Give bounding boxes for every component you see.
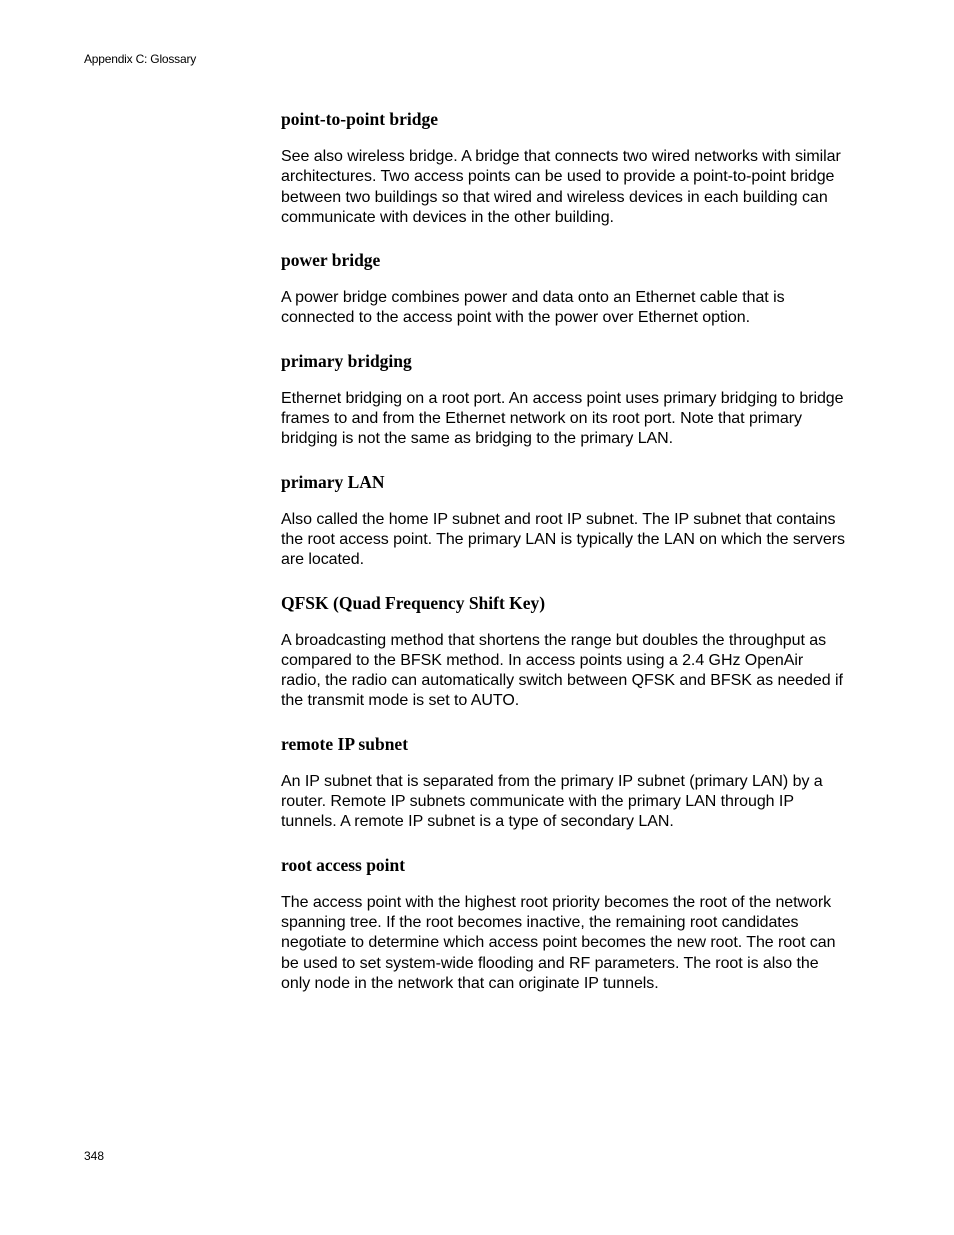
glossary-entry-root-access-point: [281, 854, 847, 994]
glossary-term: point-to-point bridge: [281, 109, 439, 129]
glossary-term: remote IP subnet: [281, 733, 409, 754]
glossary-term: power bridge: [281, 250, 381, 271]
glossary-definition: See also wireless bridge. A bridge that connects two wired networks with similar architectures. Two access points can be used to provide a point-to-point bridge between two buildings so that wired and wireless devices in each building can communicate with devices in the other building.: [281, 148, 841, 226]
glossary-term: root access point: [281, 854, 406, 875]
glossary-entry-primary-bridging: [281, 350, 847, 450]
glossary-entry-qfsk: [281, 592, 847, 712]
glossary-definition: An IP subnet that is separated from the primary IP subnet (primary LAN) by a router. Remote IP subnets communicate with the primary LAN through IP tunnels. A remote IP subnet is a type of secondary LAN.: [281, 772, 823, 831]
glossary-term: primary bridging: [281, 350, 412, 371]
glossary-entry-remote-ip-subnet: [281, 733, 847, 833]
glossary-entry-point-to-point-bridge: [281, 108, 847, 228]
glossary-definition: The access point with the highest root priority becomes the root of the network spanning tree. If the root becomes inactive, the remaining root candidates negotiate to determine which access point becomes the new root. The root can be used to set system-wide flooding and RF parameters. The root is also the only node in the network that can originate IP tunnels.: [281, 893, 836, 992]
glossary-definition: Ethernet bridging on a root port. An access point uses primary bridging to bridge frames to and from the Ethernet network on its root port. Note that primary bridging is not the same as bridging to the primary LAN.: [281, 389, 844, 448]
glossary-term: QFSK (Quad Frequency Shift Key): [281, 592, 546, 613]
glossary-definition: A power bridge combines power and data onto an Ethernet cable that is connected to the access point with the power over Ethernet option.: [281, 289, 785, 327]
glossary-entries: [281, 108, 847, 1015]
glossary-definition: Also called the home IP subnet and root IP subnet. The IP subnet that contains the root access point. The primary LAN is typically the LAN on which the servers are located.: [281, 510, 845, 569]
page-number: 348: [84, 1149, 105, 1163]
running-header: Appendix C: Glossary: [84, 52, 197, 66]
glossary-definition: A broadcasting method that shortens the range but doubles the throughput as compared to the BFSK method. In access points using a 2.4 GHz OpenAir radio, the radio can automatically switch between QFSK and BFSK as needed if the transmit mode is set to AUTO.: [281, 631, 843, 710]
glossary-entry-power-bridge: [281, 249, 847, 329]
glossary-entry-primary-lan: [281, 471, 847, 571]
glossary-term: primary LAN: [281, 471, 385, 492]
